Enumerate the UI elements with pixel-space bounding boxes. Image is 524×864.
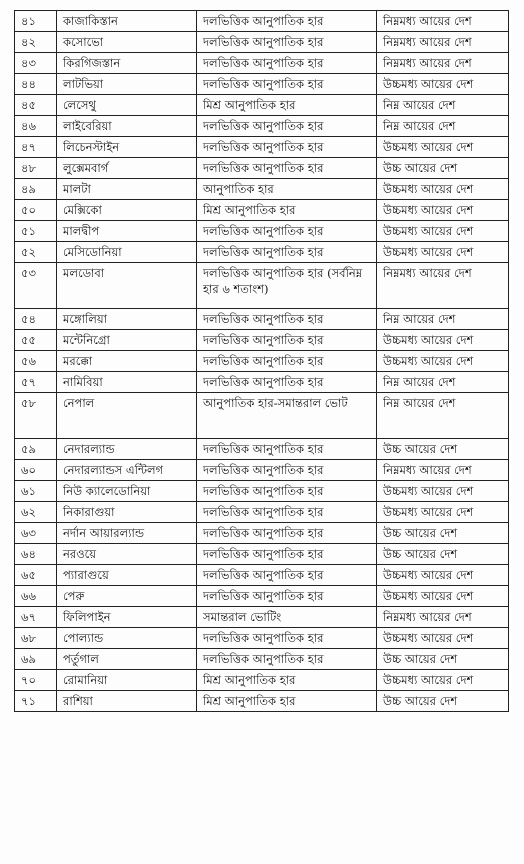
- country-name: রোমানিয়া: [57, 670, 197, 691]
- electoral-system: সমান্তরাল ভোটিং: [197, 607, 377, 628]
- country-name: মালদ্বীপ: [57, 221, 197, 242]
- income-group: নিম্ন আয়ের দেশ: [377, 393, 509, 439]
- income-group: উচ্চমধ্য আয়ের দেশ: [377, 179, 509, 200]
- income-group: উচ্চমধ্য আয়ের দেশ: [377, 221, 509, 242]
- income-group: নিম্ন আয়ের দেশ: [377, 309, 509, 330]
- table-row: [15, 116, 509, 137]
- country-name: নেদারল্যান্ড: [57, 439, 197, 460]
- income-group: নিম্নমধ্য আয়ের দেশ: [377, 53, 509, 74]
- electoral-system: দলভিত্তিক আনুপাতিক হার: [197, 628, 377, 649]
- country-name: মন্টেনিগ্রো: [57, 330, 197, 351]
- row-number: ৬১: [15, 481, 57, 502]
- table-row: [15, 607, 509, 628]
- row-number: ৭১: [15, 691, 57, 712]
- row-number: ৫৩: [15, 263, 57, 309]
- income-group: উচ্চমধ্য আয়ের দেশ: [377, 502, 509, 523]
- income-group: নিম্নমধ্য আয়ের দেশ: [377, 263, 509, 309]
- electoral-system: আনুপাতিক হার-সমান্তরাল ভোট: [197, 393, 377, 439]
- income-group: উচ্চ আয়ের দেশ: [377, 691, 509, 712]
- row-number: ৬৭: [15, 607, 57, 628]
- electoral-system: মিশ্র আনুপাতিক হার: [197, 95, 377, 116]
- electoral-system: দলভিত্তিক আনুপাতিক হার: [197, 544, 377, 565]
- table-row: [15, 628, 509, 649]
- table-row: [15, 74, 509, 95]
- table-row: [15, 11, 509, 32]
- country-name: রাশিয়া: [57, 691, 197, 712]
- income-group: উচ্চমধ্য আয়ের দেশ: [377, 565, 509, 586]
- country-name: মেক্সিকো: [57, 200, 197, 221]
- electoral-system: দলভিত্তিক আনুপাতিক হার: [197, 158, 377, 179]
- country-name: ফিলিপাইন: [57, 607, 197, 628]
- row-number: ৪৫: [15, 95, 57, 116]
- country-name: নিউ ক্যালেডোনিয়া: [57, 481, 197, 502]
- electoral-system: দলভিত্তিক আনুপাতিক হার: [197, 221, 377, 242]
- table-row: [15, 263, 509, 309]
- income-group: উচ্চমধ্য আয়ের দেশ: [377, 628, 509, 649]
- row-number: ৬৯: [15, 649, 57, 670]
- electoral-system: দলভিত্তিক আনুপাতিক হার: [197, 481, 377, 502]
- electoral-system: দলভিত্তিক আনুপাতিক হার: [197, 330, 377, 351]
- table-row: [15, 32, 509, 53]
- country-name: লিচেনস্টাইন: [57, 137, 197, 158]
- table-row: [15, 242, 509, 263]
- electoral-system: দলভিত্তিক আনুপাতিক হার: [197, 460, 377, 481]
- row-number: ৬৮: [15, 628, 57, 649]
- table-row: [15, 309, 509, 330]
- table-row: [15, 502, 509, 523]
- table-row: [15, 158, 509, 179]
- electoral-system: দলভিত্তিক আনুপাতিক হার: [197, 242, 377, 263]
- row-number: ৪৬: [15, 116, 57, 137]
- table-row: [15, 200, 509, 221]
- row-number: ৪৩: [15, 53, 57, 74]
- country-name: নেপাল: [57, 393, 197, 439]
- country-name: প্যারাগুয়ে: [57, 565, 197, 586]
- electoral-system: দলভিত্তিক আনুপাতিক হার: [197, 586, 377, 607]
- income-group: নিম্নমধ্য আয়ের দেশ: [377, 607, 509, 628]
- table-row: [15, 544, 509, 565]
- income-group: উচ্চমধ্য আয়ের দেশ: [377, 137, 509, 158]
- electoral-system: দলভিত্তিক আনুপাতিক হার (সর্বনিম্ন হার ৬ শতাংশ): [197, 263, 377, 309]
- table-row: [15, 53, 509, 74]
- income-group: নিম্নমধ্য আয়ের দেশ: [377, 460, 509, 481]
- income-group: নিম্নমধ্য আয়ের দেশ: [377, 32, 509, 53]
- row-number: ৬৬: [15, 586, 57, 607]
- row-number: ৬৫: [15, 565, 57, 586]
- electoral-system: দলভিত্তিক আনুপাতিক হার: [197, 53, 377, 74]
- table-row: [15, 351, 509, 372]
- table-row: [15, 439, 509, 460]
- table-row: [15, 372, 509, 393]
- income-group: নিম্ন আয়ের দেশ: [377, 95, 509, 116]
- row-number: ৫০: [15, 200, 57, 221]
- table-row: [15, 523, 509, 544]
- income-group: উচ্চ আয়ের দেশ: [377, 523, 509, 544]
- country-name: লাইবেরিয়া: [57, 116, 197, 137]
- row-number: ৭০: [15, 670, 57, 691]
- countries-table: [14, 10, 509, 712]
- income-group: উচ্চমধ্য আয়ের দেশ: [377, 351, 509, 372]
- row-number: ৬৪: [15, 544, 57, 565]
- table-row: [15, 649, 509, 670]
- country-name: মলডোবা: [57, 263, 197, 309]
- row-number: ৬২: [15, 502, 57, 523]
- table-row: [15, 95, 509, 116]
- electoral-system: মিশ্র আনুপাতিক হার: [197, 670, 377, 691]
- country-name: লুক্সেমবার্গ: [57, 158, 197, 179]
- electoral-system: মিশ্র আনুপাতিক হার: [197, 691, 377, 712]
- income-group: উচ্চ আয়ের দেশ: [377, 649, 509, 670]
- income-group: উচ্চমধ্য আয়ের দেশ: [377, 670, 509, 691]
- electoral-system: দলভিত্তিক আনুপাতিক হার: [197, 309, 377, 330]
- country-name: পর্তুগাল: [57, 649, 197, 670]
- row-number: ৪৭: [15, 137, 57, 158]
- table-body: [15, 11, 509, 712]
- row-number: ৬৩: [15, 523, 57, 544]
- income-group: উচ্চ আয়ের দেশ: [377, 439, 509, 460]
- table-row: [15, 330, 509, 351]
- country-name: মরক্কো: [57, 351, 197, 372]
- row-number: ৪৯: [15, 179, 57, 200]
- country-name: লাটভিয়া: [57, 74, 197, 95]
- income-group: উচ্চ আয়ের দেশ: [377, 158, 509, 179]
- table-row: [15, 179, 509, 200]
- electoral-system: দলভিত্তিক আনুপাতিক হার: [197, 523, 377, 544]
- country-name: মালটা: [57, 179, 197, 200]
- row-number: ৪৮: [15, 158, 57, 179]
- table-row: [15, 691, 509, 712]
- table-row: [15, 221, 509, 242]
- income-group: উচ্চমধ্য আয়ের দেশ: [377, 200, 509, 221]
- electoral-system: দলভিত্তিক আনুপাতিক হার: [197, 11, 377, 32]
- row-number: ৫৪: [15, 309, 57, 330]
- electoral-system: দলভিত্তিক আনুপাতিক হার: [197, 116, 377, 137]
- electoral-system: দলভিত্তিক আনুপাতিক হার: [197, 74, 377, 95]
- row-number: ৫৬: [15, 351, 57, 372]
- row-number: ৫১: [15, 221, 57, 242]
- country-name: নামিবিয়া: [57, 372, 197, 393]
- income-group: নিম্ন আয়ের দেশ: [377, 116, 509, 137]
- income-group: নিম্নমধ্য আয়ের দেশ: [377, 11, 509, 32]
- row-number: ৪৪: [15, 74, 57, 95]
- row-number: ৫৮: [15, 393, 57, 439]
- electoral-system: দলভিত্তিক আনুপাতিক হার: [197, 649, 377, 670]
- country-name: নর্দান আয়ারল্যান্ড: [57, 523, 197, 544]
- table-row: [15, 460, 509, 481]
- row-number: ৫২: [15, 242, 57, 263]
- country-name: কিরগিজস্তান: [57, 53, 197, 74]
- electoral-system: দলভিত্তিক আনুপাতিক হার: [197, 137, 377, 158]
- table-row: [15, 137, 509, 158]
- country-name: নিকারাগুয়া: [57, 502, 197, 523]
- income-group: উচ্চমধ্য আয়ের দেশ: [377, 586, 509, 607]
- electoral-system: দলভিত্তিক আনুপাতিক হার: [197, 351, 377, 372]
- electoral-system: মিশ্র আনুপাতিক হার: [197, 200, 377, 221]
- electoral-system: দলভিত্তিক আনুপাতিক হার: [197, 502, 377, 523]
- country-name: লেসেথু: [57, 95, 197, 116]
- row-number: ৬০: [15, 460, 57, 481]
- country-name: মেসিডোনিয়া: [57, 242, 197, 263]
- table-row: [15, 481, 509, 502]
- income-group: উচ্চ আয়ের দেশ: [377, 544, 509, 565]
- income-group: উচ্চমধ্য আয়ের দেশ: [377, 481, 509, 502]
- electoral-system: দলভিত্তিক আনুপাতিক হার: [197, 372, 377, 393]
- country-name: নরওয়ে: [57, 544, 197, 565]
- country-name: পোল্যান্ড: [57, 628, 197, 649]
- country-name: নেদারল্যান্ডস এন্টিলগ: [57, 460, 197, 481]
- row-number: ৫৭: [15, 372, 57, 393]
- electoral-system: আনুপাতিক হার: [197, 179, 377, 200]
- income-group: উচ্চমধ্য আয়ের দেশ: [377, 74, 509, 95]
- electoral-system: দলভিত্তিক আনুপাতিক হার: [197, 439, 377, 460]
- table-row: [15, 393, 509, 439]
- table-row: [15, 565, 509, 586]
- row-number: ৫৯: [15, 439, 57, 460]
- income-group: উচ্চমধ্য আয়ের দেশ: [377, 242, 509, 263]
- country-name: মঙ্গোলিয়া: [57, 309, 197, 330]
- income-group: নিম্ন আয়ের দেশ: [377, 372, 509, 393]
- table-row: [15, 670, 509, 691]
- row-number: ৪১: [15, 11, 57, 32]
- income-group: উচ্চমধ্য আয়ের দেশ: [377, 330, 509, 351]
- electoral-system: দলভিত্তিক আনুপাতিক হার: [197, 32, 377, 53]
- country-name: কাজাকিস্তান: [57, 11, 197, 32]
- country-name: পেরু: [57, 586, 197, 607]
- table-row: [15, 586, 509, 607]
- electoral-system: দলভিত্তিক আনুপাতিক হার: [197, 565, 377, 586]
- row-number: ৪২: [15, 32, 57, 53]
- country-name: কসোভো: [57, 32, 197, 53]
- row-number: ৫৫: [15, 330, 57, 351]
